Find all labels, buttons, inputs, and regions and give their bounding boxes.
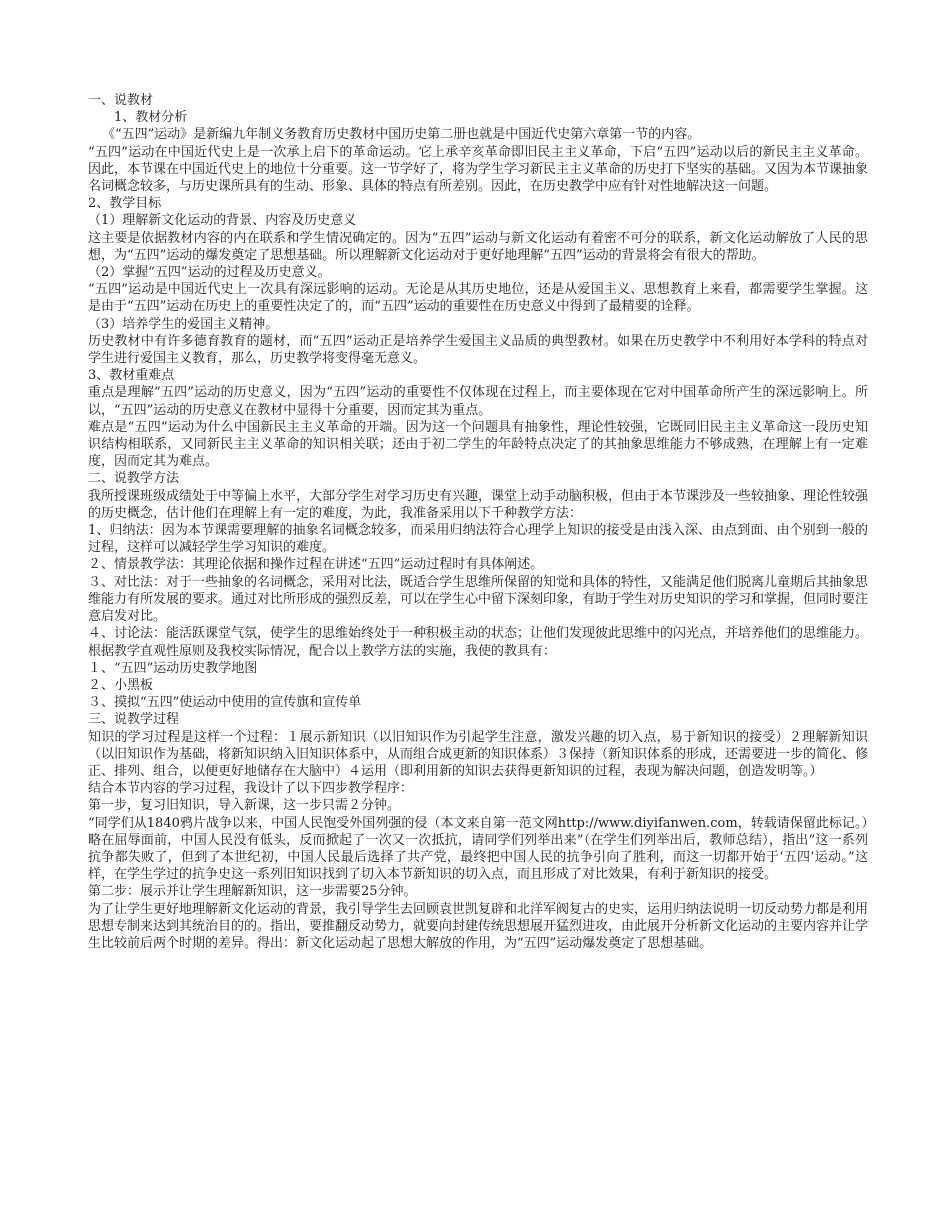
list-item: ４、讨论法：能活跃课堂气氛，使学生的思维始终处于一种积极主动的状态；让他们发现彼此思维中的闪光点，并培养他们的思维能力。 — [88, 626, 869, 642]
list-item: 1、归纳法：因为本节课需要理解的抽象名词概念较多，而采用归纳法符合心理学上知识的接受是由浅入深、由点到面、由个别到一般的过程，这样可以减轻学生学习知识的难度。 — [88, 523, 868, 556]
paragraph: “同学们从1840鸦片战争以来，中国人民饱受外国列强的侵（本文来自第一范文网http://www.diyifanwen.com，转载请保留此标记。）略在屈辱面前，中国人民没有低头，反而掀起了一次又一次抵抗，请同学们列举出来”（在学生们列举出后，教师总结），指出“这一系列抗争都失败了，但到了本世纪初，中国人民最后选择了共产党，最终把中国人民的抗争引向了胜利，而这一切都开始于‘五四’运动。”这样，在学生学过的抗争史这一系列旧知识找到了切入本节新知识的切入点，而且形成了对比效果，有利于新知识的接受。 — [88, 815, 868, 883]
subsection-heading: 2、教学目标 — [88, 196, 162, 212]
paragraph: 知识的学习过程是这样一个过程：１展示新知识（以旧知识作为引起学生注意，激发兴趣的切入点，易于新知识的接受）２理解新知识（以旧知识作为基础，将新知识纳入旧知识体系中，从而组合成更新的知识体系）３保持（新知识体系的形成，还需要进一步的简化、修正、排列、组合，以便更好地储存在大脑中）４运用（即利用新的知识去获得更新知识的过程，表现为解决问题，创造发明等。） — [88, 729, 869, 779]
list-item: ３、对比法：对于一些抽象的名词概念，采用对比法，既适合学生思维所保留的知觉和具体的特性，又能满足他们脱离儿童期后其抽象思维能力有所发展的要求。通过对比所形成的强烈反差，可以在学生心中留下深刻印象，有助于学生对历史知识的学习和掌握，但同时要注意启发对比。 — [88, 574, 869, 625]
paragraph: 为了让学生更好地理解新文化运动的背景，我引导学生去回顾袁世凯复辟和北洋军阀复古的史实，运用归纳法说明一切反动势力都是利用思想专制来达到其统治目的的。指出，要推翻反动势力，就要向封建传统思想展开猛烈进攻，由此展开分析新文化运动的主要内容并让学生比较前后两个时期的差异。得出：新文化运动起了思想大解放的作用，为“五四”运动爆发奠定了思想基础。 — [88, 901, 869, 951]
paragraph: 第二步：展示并让学生理解新知识，这一步需要25分钟。 — [88, 884, 417, 900]
subsection-heading: 1、教材分析 — [114, 110, 188, 126]
section-heading: 一、说教材 — [88, 93, 154, 108]
section-heading: 三、说教学过程 — [88, 712, 180, 728]
list-item: ２、情景教学法：其理论依据和操作过程在讲述“五四”运动过程时有具体阐述。 — [88, 557, 544, 573]
list-item-heading: （2）掌握“五四”运动的过程及历史意义。 — [88, 265, 331, 281]
paragraph: 难点是“五四”运动为什么中国新民主主义革命的开端。因为这一个问题具有抽象性，理论性较强，它既同旧民主主义革命这一段历史知识结构相联系，又同新民主主义革命的知识相关联；还由于初二学生的年龄特点决定了的其抽象思维能力不够成熟，在理解上有一定难度，因而定其为难点。 — [88, 419, 868, 470]
list-item: ３、摸拟“五四”使运动中使用的宣传旗和宣传单 — [88, 695, 362, 711]
paragraph: 这主要是依据教材内容的内在联系和学生情况确定的。因为“五四”运动与新文化运动有着密不可分的联系，新文化运动解放了人民的思想，为“五四”运动的爆发奠定了思想基础。所以理解新文化运动对于更好地理解“五四”运动的背景将会有很大的帮助。 — [88, 230, 868, 263]
list-item-heading: （3）培养学生的爱国主义精神。 — [88, 316, 279, 332]
paragraph: 根据教学直观性原则及我校实际情况，配合以上教学方法的实施，我使的教具有： — [88, 643, 557, 659]
document-body — [88, 92, 868, 952]
paragraph: 历史教材中有许多德育教育的题材，而“五四”运动正是培养学生爱国主义品质的典型教材。如果在历史教学中不利用好本学科的特点对学生进行爱国主义教育，那么，历史教学将变得毫无意义。 — [88, 333, 868, 367]
paragraph: 结合本节内容的学习过程，我设计了以下四步教学程序： — [88, 781, 414, 797]
list-item: １、“五四”运动历史教学地图 — [88, 660, 258, 676]
list-item-heading: （1）理解新文化运动的背景、内容及历史意义 — [88, 213, 357, 229]
section-heading: 二、说教学方法 — [88, 471, 180, 487]
paragraph: 第一步，复习旧知识，导入新课，这一步只需２分钟。 — [88, 798, 401, 814]
paragraph: “五四”运动是中国近代史上一次具有深远影响的运动。无论是从其历史地位，还是从爱国主义、思想教育上来看，都需要学生掌握。这是由于“五四”运动在历史上的重要性决定了的，而“五四”运动的重要性在历史意义中得到了最精要的诠释。 — [88, 282, 868, 315]
subsection-heading: 3、教材重难点 — [88, 368, 175, 384]
paragraph: 《“五四”运动》是新编九年制义务教育历史教材中国历史第二册也就是中国近代史第六章第一节的内容。 — [102, 127, 701, 143]
paragraph: 重点是理解“五四”运动的历史意义，因为“五四”运动的重要性不仅体现在过程上，而主要体现在它对中国革命所产生的深远影响上。所以，“五四”运动的历史意义在教材中显得十分重要，因而定其为重点。 — [88, 385, 868, 418]
paragraph: “五四”运动在中国近代史上是一次承上启下的革命运动。它上承辛亥革命即旧民主主义革命，下启“五四”运动以后的新民主主义革命。因此，本节课在中国近代史上的地位十分重要。这一节学好了，将为学生学习新民主主义革命的历史打下坚实的基础。又因为本节课抽象名词概念较多，与历史课所具有的生动、形象、具体的特点有所差别。因此，在历史教学中应有针对性地解决这一问题。 — [88, 144, 869, 195]
paragraph: 我所授课班级成绩处于中等偏上水平，大部分学生对学习历史有兴趣，课堂上动手动脑积极，但由于本节课涉及一些较抽象、理论性较强的历史概念，估计他们在理解上有一定的难度，为此，我准备采用以下千种教学方法： — [88, 488, 869, 521]
list-item: ２、小黑板 — [88, 677, 154, 693]
